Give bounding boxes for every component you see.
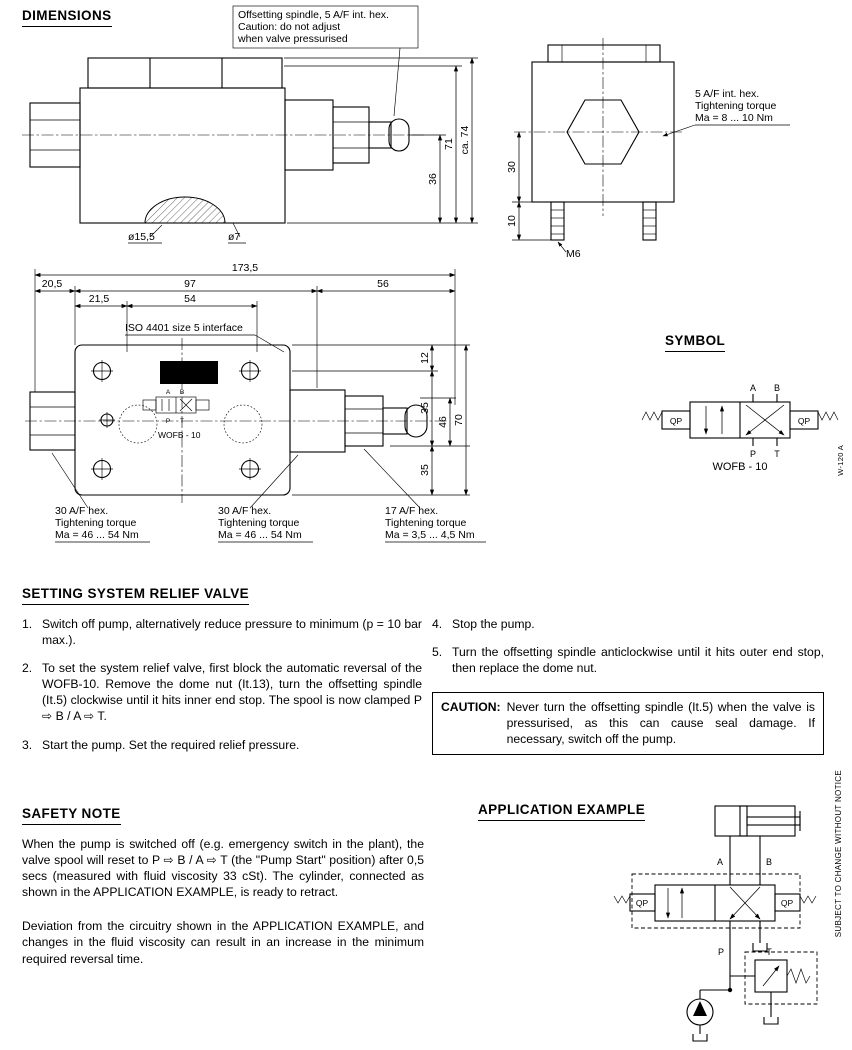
relief-step-3 — [22, 737, 422, 753]
app-port-b: B — [765, 857, 773, 867]
app-spring-right — [800, 896, 816, 903]
app-qp-right: QP — [780, 898, 794, 908]
torque-note-left — [52, 453, 150, 542]
callout-spindle-line2: Caution: do not adjust — [238, 21, 341, 33]
relief-step-5 — [432, 644, 824, 676]
spring-left — [642, 412, 662, 420]
symbol-port-b: B — [773, 383, 781, 393]
change-notice: SUBJECT TO CHANGE WITHOUT NOTICE — [834, 770, 843, 938]
int-hex-note-line1: 5 A/F int. hex. — [695, 88, 760, 100]
caution-text: Never turn the offsetting spindle (It.5) when the valve is pressurised, as this can cause seal damage. If necessary, switch off the pump. — [506, 700, 815, 747]
note-right-line1: 17 A/F hex. — [385, 505, 439, 517]
cavity-hatch — [145, 197, 225, 223]
application-diagram — [560, 795, 852, 1050]
tank-symbol-relief — [764, 1017, 778, 1024]
caution-label: CAUTION: — [441, 700, 501, 715]
symbol-port-p: P — [749, 449, 757, 459]
note-left-line2: Tightening torque — [55, 517, 137, 529]
bucher-logo — [160, 361, 218, 384]
step-text: Stop the pump. — [452, 617, 535, 631]
step-number: 3. — [22, 737, 33, 752]
brand-name: BUCHER — [166, 364, 212, 375]
safety-note-heading: SAFETY NOTE — [22, 806, 121, 825]
end-view-drawing — [506, 38, 790, 260]
dim-m6: M6 — [566, 248, 581, 260]
app-port-t: T — [766, 947, 772, 957]
cylinder — [715, 806, 800, 836]
note-left-line1: 30 A/F hex. — [55, 505, 109, 517]
tank-symbol-t — [753, 943, 767, 951]
relief-steps-left-column — [22, 616, 422, 765]
top-view-drawing — [25, 262, 486, 542]
port-t-label: T — [180, 418, 184, 425]
spring-right — [818, 412, 838, 420]
relief-step-2 — [22, 660, 422, 724]
dim-173-5: 173,5 — [231, 262, 259, 274]
side-view-drawing — [22, 6, 478, 243]
dim-71: 71 — [443, 138, 455, 150]
doc-code: W-120 A — [836, 445, 845, 476]
iso-interface-text: ISO 4401 size 5 interface — [125, 322, 243, 334]
dim-10: 10 — [506, 215, 518, 227]
callout-spindle-line3: when valve pressurised — [238, 33, 348, 45]
symbol-heading: SYMBOL — [665, 333, 725, 352]
step-text: Switch off pump, alternatively reduce pressure to minimum (p = 10 bar max.). — [42, 617, 422, 648]
port-p-label: P — [165, 418, 171, 425]
torque-note-mid — [218, 455, 313, 542]
caution-box — [432, 692, 824, 754]
relief-step-1 — [22, 616, 422, 648]
step-number: 5. — [432, 645, 443, 660]
relief-valve-heading: SETTING SYSTEM RELIEF VALVE — [22, 586, 249, 605]
relief-steps-right-column — [432, 616, 824, 755]
app-port-p: P — [717, 947, 725, 957]
body-symbol — [119, 389, 262, 443]
model-label: WOFB - 10 — [158, 430, 201, 440]
callout-spindle-line1: Offsetting spindle, 5 A/F int. hex. — [238, 9, 389, 21]
app-valve — [614, 874, 816, 928]
dim-dia15-5: ø15,5 — [128, 231, 155, 243]
note-mid-line2: Tightening torque — [218, 517, 300, 529]
app-spring-left — [614, 896, 630, 903]
iso-interface-label — [125, 322, 284, 352]
note-right-line2: Tightening torque — [385, 517, 467, 529]
app-port-a: A — [716, 857, 724, 867]
dim-12: 12 — [419, 352, 431, 364]
dim-21-5: 21,5 — [88, 293, 110, 305]
note-mid-line3: Ma = 46 ... 54 Nm — [218, 529, 302, 541]
dim-97: 97 — [184, 278, 196, 290]
dim-56: 56 — [377, 278, 389, 290]
top-view-right-dimensions — [292, 345, 470, 495]
dim-ca74: ca. 74 — [459, 125, 471, 155]
relief-spring — [787, 969, 810, 983]
relief-valve — [730, 952, 817, 1024]
step-text: To set the system relief valve, first block the automatic reversal of the WOFB-10. Remove the dome nut (It.13), turn the offsetting spindle (It.5) clockwise until it hits inner end stop. The spool is now clamped P ⇨ B / A ⇨ T. — [42, 661, 422, 724]
dim-35-upper: 35 — [419, 402, 431, 414]
dim-20-5: 20,5 — [41, 278, 63, 290]
int-hex-note — [663, 88, 790, 136]
note-left-line3: Ma = 46 ... 54 Nm — [55, 529, 139, 541]
dim-30: 30 — [506, 161, 518, 173]
note-mid-line1: 30 A/F hex. — [218, 505, 272, 517]
int-hex-note-line3: Ma = 8 ... 10 Nm — [695, 112, 773, 124]
dim-54: 54 — [184, 293, 196, 305]
port-a-label: A — [165, 389, 171, 396]
symbol-qp-right: QP — [797, 416, 811, 426]
step-number: 2. — [22, 661, 33, 676]
relief-step-4 — [432, 616, 824, 632]
note-right-line3: Ma = 3,5 ... 4,5 Nm — [385, 529, 475, 541]
pump — [687, 988, 732, 1041]
hydraulic-symbol-drawing — [642, 383, 838, 473]
application-example-heading: APPLICATION EXAMPLE — [478, 802, 645, 821]
symbol-qp-left: QP — [669, 416, 683, 426]
dim-35-lower: 35 — [419, 464, 431, 476]
symbol-caption: WOFB - 10 — [712, 461, 768, 473]
safety-paragraph-1: When the pump is switched off (e.g. emergency switch in the plant), the valve spool will reset to P ⇨ B / A ⇨ T (the "Pump Start" position) after 0,5 secs (measured with fluid viscosity 33 cSt). The cylinder, connected as shown in the APPLICATION EXAMPLE, is ready to retract. — [22, 837, 424, 900]
step-text: Turn the offsetting spindle anticlockwise until it hits outer end stop, then replace the dome nut. — [452, 645, 824, 676]
safety-note-body — [22, 836, 424, 981]
step-number: 1. — [22, 617, 33, 631]
step-number: 4. — [432, 617, 443, 631]
app-qp-left: QP — [635, 898, 649, 908]
symbol-port-a: A — [749, 383, 757, 393]
pump-triangle — [693, 1001, 707, 1016]
brand-subname: HYDRAULICS — [166, 377, 212, 383]
dim-36: 36 — [427, 173, 439, 185]
top-view-dimensions — [35, 262, 455, 405]
int-hex-note-line2: Tightening torque — [695, 100, 777, 112]
symbol-port-t: T — [774, 449, 780, 459]
safety-paragraph-2: Deviation from the circuitry shown in the APPLICATION EXAMPLE, and changes in the fluid viscosity can result in an increase in the minimum required reversal time. — [22, 919, 424, 966]
dimensions-heading: DIMENSIONS — [22, 8, 112, 27]
dim-46: 46 — [437, 416, 449, 428]
torque-note-right — [364, 449, 486, 542]
step-text: Start the pump. Set the required relief pressure. — [42, 737, 300, 752]
dim-70: 70 — [453, 414, 465, 426]
tank-symbol-pump — [693, 1034, 707, 1041]
port-b-label: B — [179, 389, 185, 396]
dim-dia7: ø7 — [228, 231, 241, 243]
